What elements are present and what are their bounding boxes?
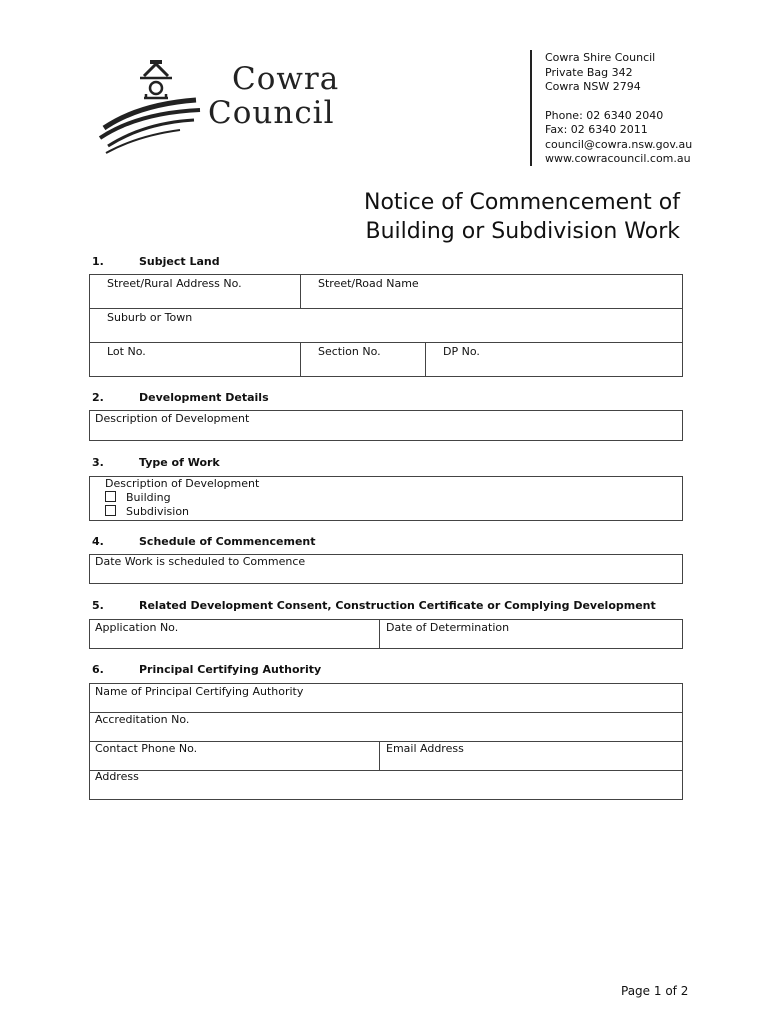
street-address-no-field[interactable]: Street/Rural Address No. bbox=[107, 277, 242, 290]
section-5-title: Related Development Consent, Construction Certificate or Complying Development bbox=[139, 599, 656, 612]
address-field[interactable]: Address bbox=[95, 770, 139, 783]
header-divider bbox=[530, 50, 532, 166]
council-address-block bbox=[545, 51, 692, 167]
section-1-number: 1. bbox=[92, 255, 104, 268]
contact-phone-field[interactable]: Contact Phone No. bbox=[95, 742, 198, 755]
street-road-name-field[interactable]: Street/Road Name bbox=[318, 277, 419, 290]
date-of-determination-field[interactable]: Date of Determination bbox=[386, 621, 510, 634]
section-no-field[interactable]: Section No. bbox=[318, 345, 381, 358]
logo-text-cowra: Cowra bbox=[232, 61, 340, 97]
lot-no-field[interactable]: Lot No. bbox=[107, 345, 146, 358]
type-of-work-description-label: Description of Development bbox=[105, 477, 260, 490]
accreditation-no-field[interactable]: Accreditation No. bbox=[95, 713, 190, 726]
divider bbox=[300, 342, 301, 377]
divider bbox=[89, 308, 683, 309]
suburb-town-field[interactable]: Suburb or Town bbox=[107, 311, 193, 324]
page-title-line2: Building or Subdivision Work bbox=[365, 219, 680, 244]
divider bbox=[425, 342, 426, 377]
application-no-field[interactable]: Application No. bbox=[95, 621, 179, 634]
logo-text-council: Council bbox=[208, 95, 335, 131]
divider bbox=[89, 770, 683, 771]
section-3-title: Type of Work bbox=[139, 456, 220, 469]
council-website: www.cowracouncil.com.au bbox=[545, 152, 691, 165]
section-2-title: Development Details bbox=[139, 391, 269, 404]
section-2-number: 2. bbox=[92, 391, 104, 404]
logo-emblem-icon bbox=[96, 58, 216, 158]
subdivision-checkbox-label: Subdivision bbox=[126, 505, 190, 518]
council-fax: Fax: 02 6340 2011 bbox=[545, 123, 648, 136]
section-5-number: 5. bbox=[92, 599, 104, 612]
council-phone: Phone: 02 6340 2040 bbox=[545, 108, 664, 122]
page-title-line1: Notice of Commencement of bbox=[363, 190, 680, 215]
subdivision-checkbox[interactable] bbox=[105, 505, 116, 516]
council-bag: Private Bag 342 bbox=[545, 65, 633, 79]
divider bbox=[379, 741, 380, 770]
dp-no-field[interactable]: DP No. bbox=[443, 345, 480, 358]
description-of-development-field[interactable]: Description of Development bbox=[95, 412, 250, 425]
divider bbox=[89, 342, 683, 343]
commencement-date-field[interactable]: Date Work is scheduled to Commence bbox=[95, 555, 306, 568]
section-1-title: Subject Land bbox=[139, 255, 220, 268]
council-town: Cowra NSW 2794 bbox=[545, 80, 641, 93]
section-6-number: 6. bbox=[92, 663, 104, 676]
section-6-title: Principal Certifying Authority bbox=[139, 663, 322, 676]
pca-name-field[interactable]: Name of Principal Certifying Authority bbox=[95, 685, 304, 698]
section-4-number: 4. bbox=[92, 535, 104, 548]
page-number: Page 1 of 2 bbox=[621, 984, 689, 998]
building-checkbox[interactable] bbox=[105, 491, 116, 502]
cowra-council-logo bbox=[96, 58, 356, 158]
divider bbox=[300, 274, 301, 308]
building-checkbox-label: Building bbox=[126, 491, 171, 504]
section-4-title: Schedule of Commencement bbox=[139, 535, 316, 548]
divider bbox=[379, 619, 380, 649]
council-email: council@cowra.nsw.gov.au bbox=[545, 137, 693, 151]
council-name: Cowra Shire Council bbox=[545, 51, 656, 64]
section-3-number: 3. bbox=[92, 456, 104, 469]
email-address-field[interactable]: Email Address bbox=[386, 742, 464, 755]
